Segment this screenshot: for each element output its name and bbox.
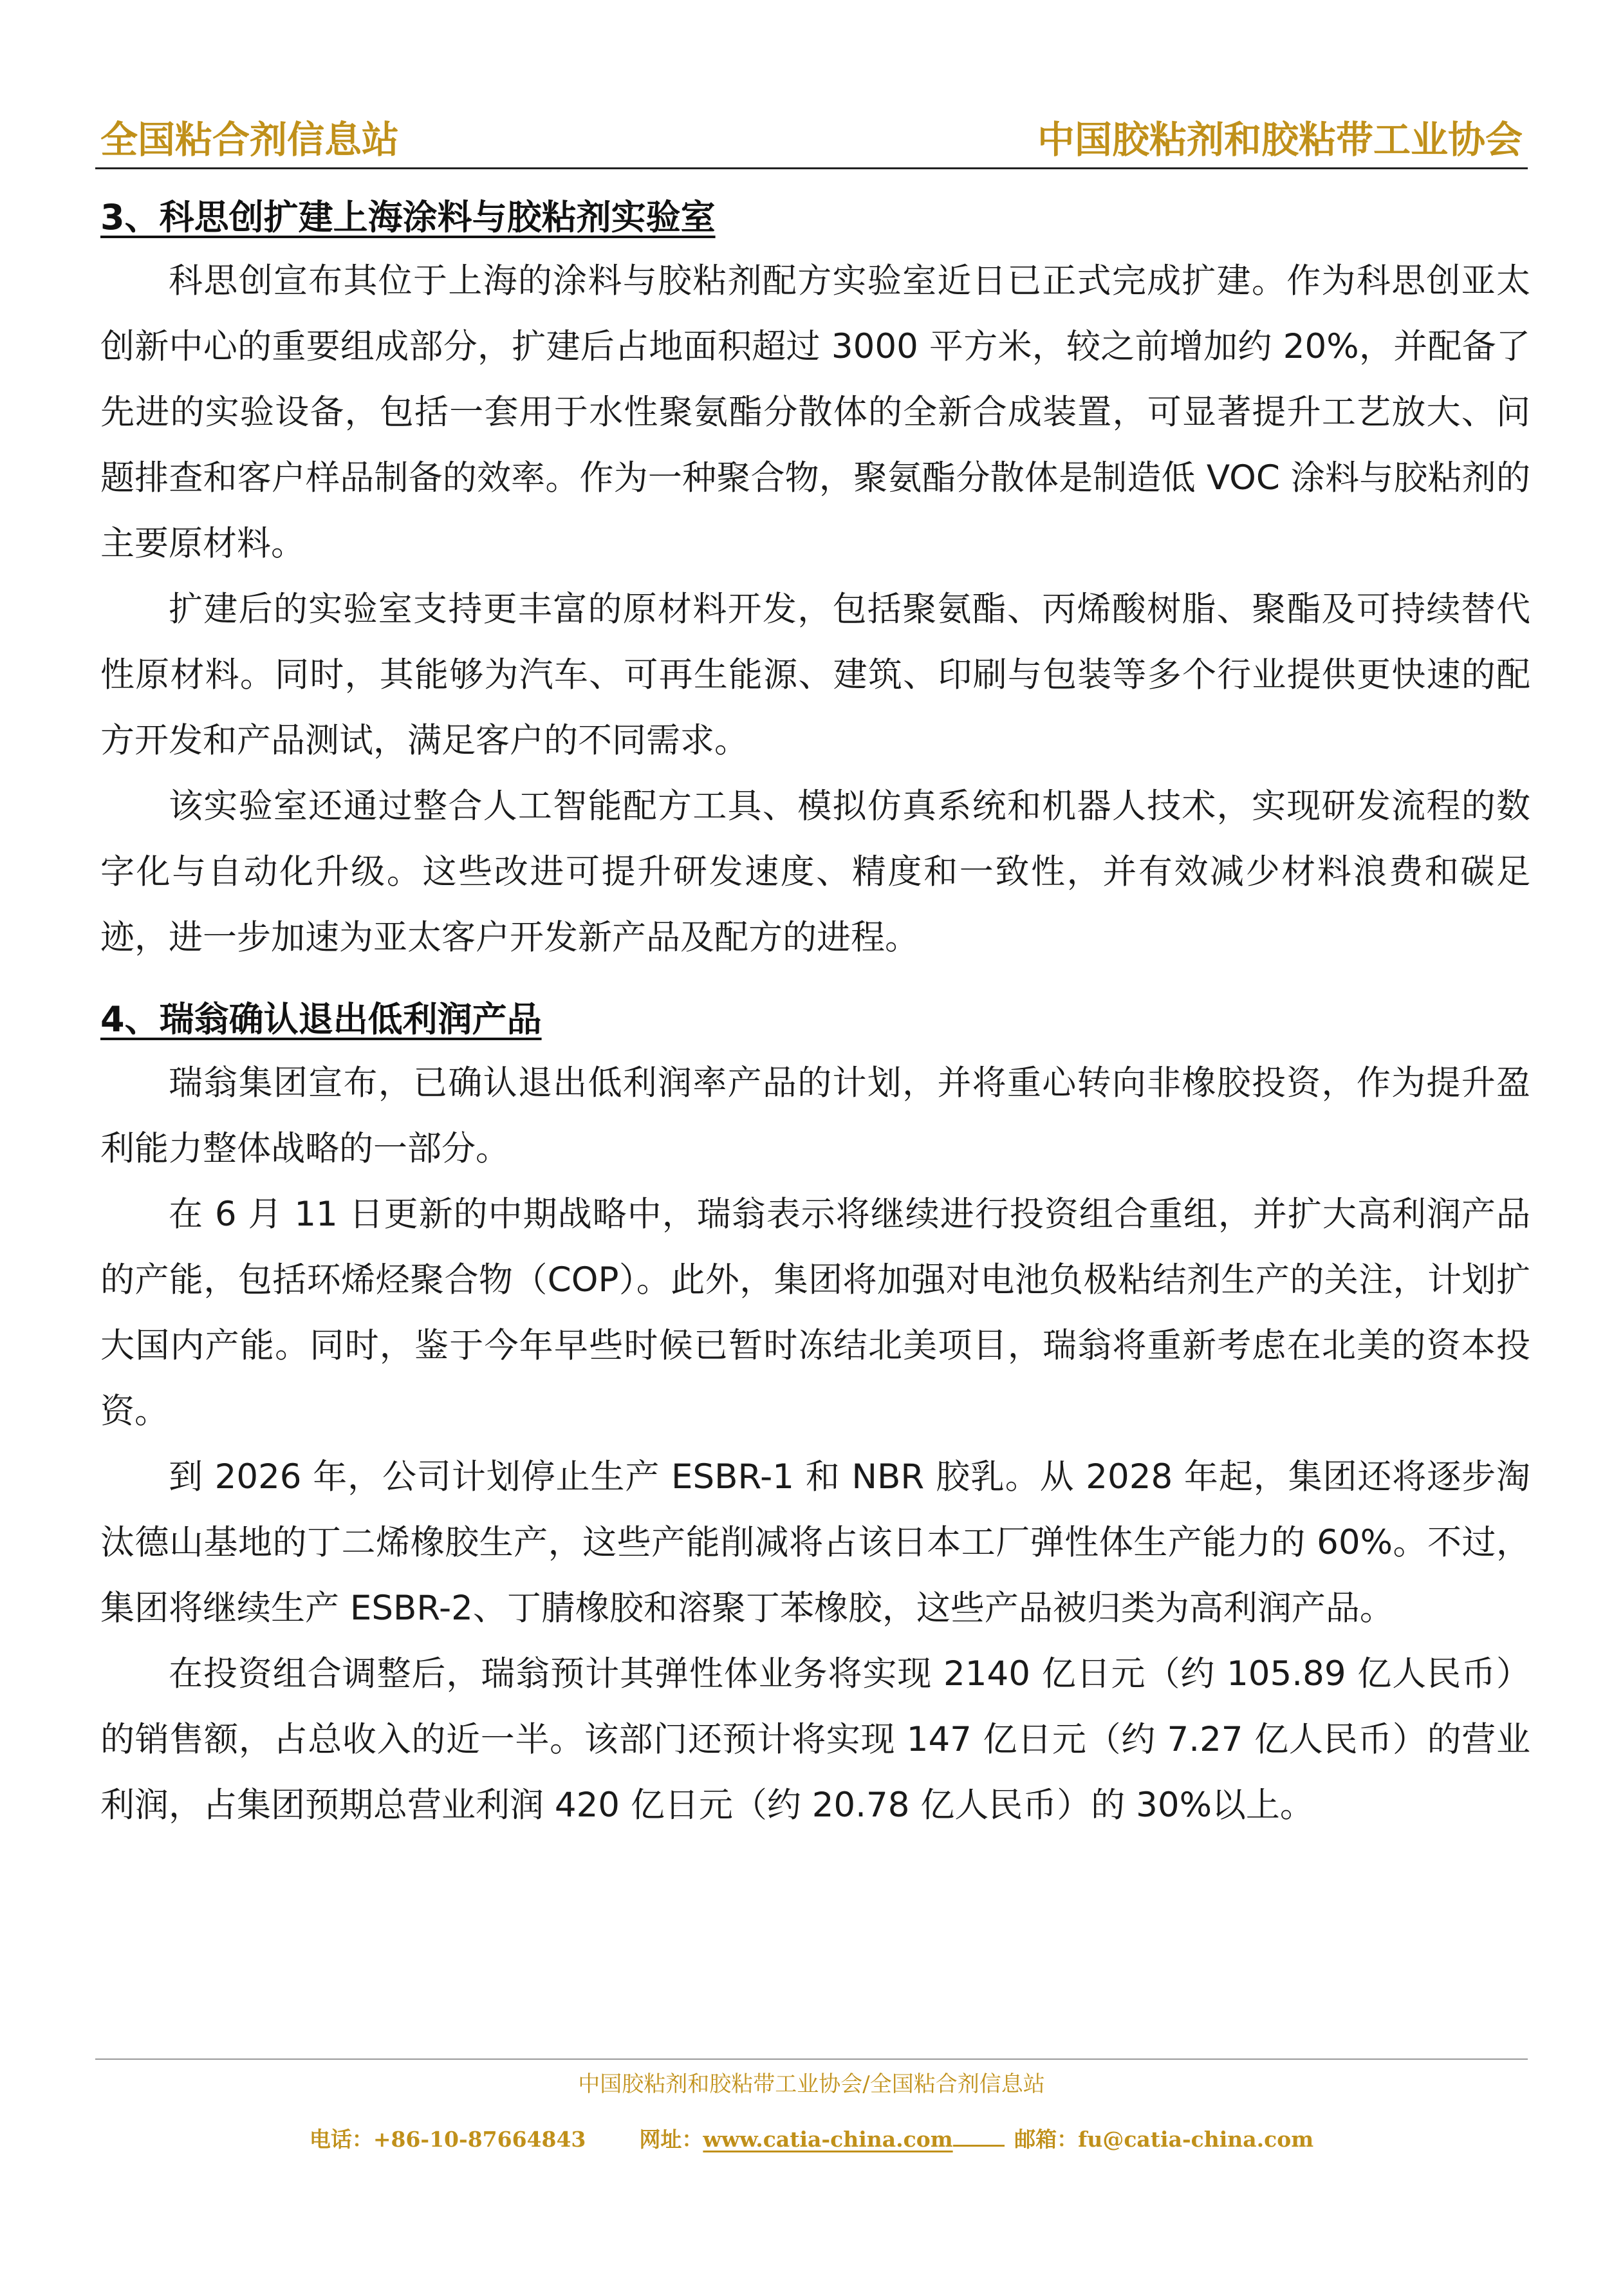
- footer-organizations: 中国胶粘剂和胶粘带工业协会/全国粘合剂信息站: [578, 2071, 1045, 2097]
- section-heading-covestro: 3、科思创扩建上海涂料与胶粘剂实验室: [100, 197, 716, 238]
- section-heading-zeon: 4、瑞翁确认退出低利润产品: [100, 999, 542, 1040]
- paragraph: 科思创宣布其位于上海的涂料与胶粘剂配方实验室近日已正式完成扩建。作为科思创亚太创新中心的重要组成部分，扩建后占地面积超过 3000 平方米，较之前增加约 20%，并配备了先进的实验设备，包括一套用于水性聚氨酯分散体的全新合成装置，可显著提升工艺放大、问题排查和客户样品制备的效率。作为一种聚合物，聚氨酯分散体是制造低 VOC 涂料与胶粘剂的主要原材料。: [100, 261, 1530, 563]
- paragraph: 在 6 月 11 日更新的中期战略中，瑞翁表示将继续进行投资组合重组，并扩大高利润产品的产能，包括环烯烃聚合物（COP）。此外，集团将加强对电池负极粘结剂生产的关注，计划扩大国内产能。同时，鉴于今年早些时候已暂时冻结北美项目，瑞翁将重新考虑在北美的资本投资。: [100, 1195, 1530, 1431]
- paragraph: 瑞翁集团宣布，已确认退出低利润率产品的计划，并将重心转向非橡胶投资，作为提升盈利能力整体战略的一部分。: [100, 1063, 1530, 1168]
- article-body: [100, 187, 1530, 1838]
- paragraph: 扩建后的实验室支持更丰富的原材料开发，包括聚氨酯、丙烯酸树脂、聚酯及可持续替代性原材料。同时，其能够为汽车、可再生能源、建筑、印刷与包装等多个行业提供更快速的配方开发和产品测试，满足客户的不同需求。: [100, 590, 1530, 760]
- footer-contacts: [95, 2123, 1528, 2154]
- paragraph: 在投资组合调整后，瑞翁预计其弹性体业务将实现 2140 亿日元（约 105.89 亿人民币）的销售额，占总收入的近一半。该部门还预计将实现 147 亿日元（约 7.27 亿人民币）的营业利润，占集团预期总营业利润 420 亿日元（约 20.78 亿人民币）的 30%以上。: [100, 1654, 1530, 1825]
- paragraph: 该实验室还通过整合人工智能配方工具、模拟仿真系统和机器人技术，实现研发流程的数字化与自动化升级。这些改进可提升研发速度、精度和一致性，并有效减少材料浪费和碳足迹，进一步加速为亚太客户开发新产品及配方的进程。: [100, 787, 1530, 957]
- footer-email: 邮箱：fu@catia-china.com: [1014, 2127, 1314, 2152]
- footer-underline-divider: [953, 2123, 1005, 2147]
- paragraph: 到 2026 年，公司计划停止生产 ESBR-1 和 NBR 胶乳。从 2028 年起，集团还将逐步淘汰德山基地的丁二烯橡胶生产，这些产能削减将占该日本工厂弹性体生产能力的 60%。不过，集团将继续生产 ESBR-2、丁腈橡胶和溶聚丁苯橡胶，这些产品被归类为高利润产品。: [100, 1457, 1530, 1628]
- page-footer: [95, 2058, 1528, 2154]
- footer-web-link[interactable]: www.catia-china.com: [703, 2127, 953, 2152]
- header-right-title: 中国胶粘剂和胶粘带工业协会: [1037, 118, 1523, 162]
- footer-web-label: 网址：: [639, 2127, 703, 2152]
- header-left-title: 全国粘合剂信息站: [100, 118, 400, 162]
- page-header: [95, 108, 1528, 169]
- footer-phone: 电话：+86-10-87664843: [309, 2127, 586, 2152]
